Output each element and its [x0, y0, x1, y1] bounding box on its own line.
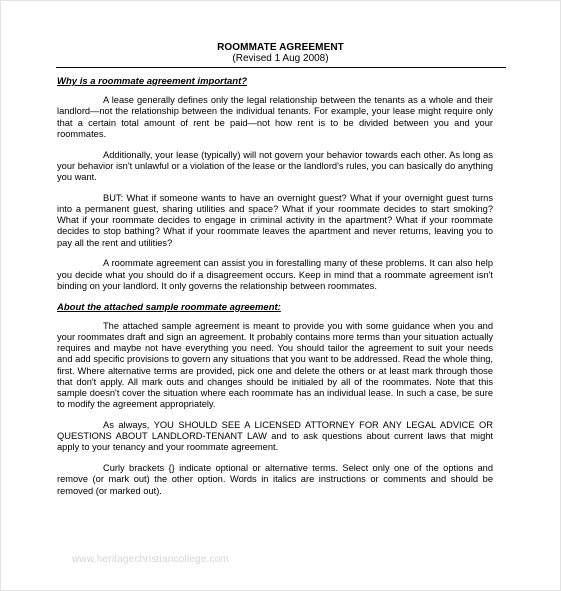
document-body — [57, 76, 493, 506]
revision-date: (Revised 1 Aug 2008) — [232, 53, 329, 64]
paragraph: BUT: What if someone wants to have an overnight guest? What if your overnight guest turns into a permanent guest, sharing utilities and space? What if your roommate decides to start smoking? What if your roommate decides to engage in criminal activity in the apartment? What if your roommate decides to stop bathing? What if your roommate leaves the apartment and never returns, leaving you to pay all the rent and utilities? — [57, 192, 493, 248]
document-header — [1, 42, 560, 64]
paragraph: Additionally, your lease (typically) will not govern your behavior towards each other. As long as your behavior isn't unlawful or a violation of the lease or the landlord's rules, you can basically do anything you want. — [57, 149, 493, 183]
paragraph: Curly brackets {} indicate optional or alternative terms. Select only one of the options and remove (or mark out) the other option. Words in italics are instructions or comments and should be removed (or marked out). — [57, 463, 493, 496]
document-title: ROOMMATE AGREEMENT — [217, 42, 344, 53]
section-heading-importance: Why is a roommate agreement important? — [57, 76, 248, 87]
paragraph: A lease generally defines only the legal relationship between the tenants as a whole and their landlord—not the relationship between the individual tenants. For example, your lease might require only that a certain total amount of rent be paid—not how rent is to be divided between you and your roommates. — [57, 95, 493, 139]
paragraph: As always, YOU SHOULD SEE A LICENSED ATTORNEY FOR ANY LEGAL ADVICE OR QUESTIONS ABOUT LANDLORD-TENANT LAW and to ask questions about current laws that might apply to your tenancy and your roommate agreement. — [57, 420, 493, 453]
watermark-text: www.heritagechristiancollege.com — [72, 554, 230, 565]
section-heading-sample: About the attached sample roommate agreement: — [57, 301, 281, 313]
paragraph: The attached sample agreement is meant to provide you with some guidance when you and your roommates draft and sign an agreement. It probably contains more terms than your situation actually requires and maybe not have everything you need. You should tailor the agreement to suit your needs and add specific provisions to govern any situations that you want to be addressed. Read the whole thing, first. Where alternative terms are provided, pick one and delete the others or at least mark through those that don't apply. All mark outs and changes should be initialed by all of the roommates. Note that this sample doesn't cover the situation where each roommate has an individual lease. In such a case, be sure to modify the agreement appropriately. — [57, 320, 493, 410]
paragraph: A roommate agreement can assist you in forestalling many of these problems. It can also help you decide what you should do if a disagreement occurs. Keep in mind that a roommate agreement isn't binding on your landlord. It only governs the relationship between roommates. — [57, 258, 493, 291]
header-divider — [56, 67, 506, 68]
